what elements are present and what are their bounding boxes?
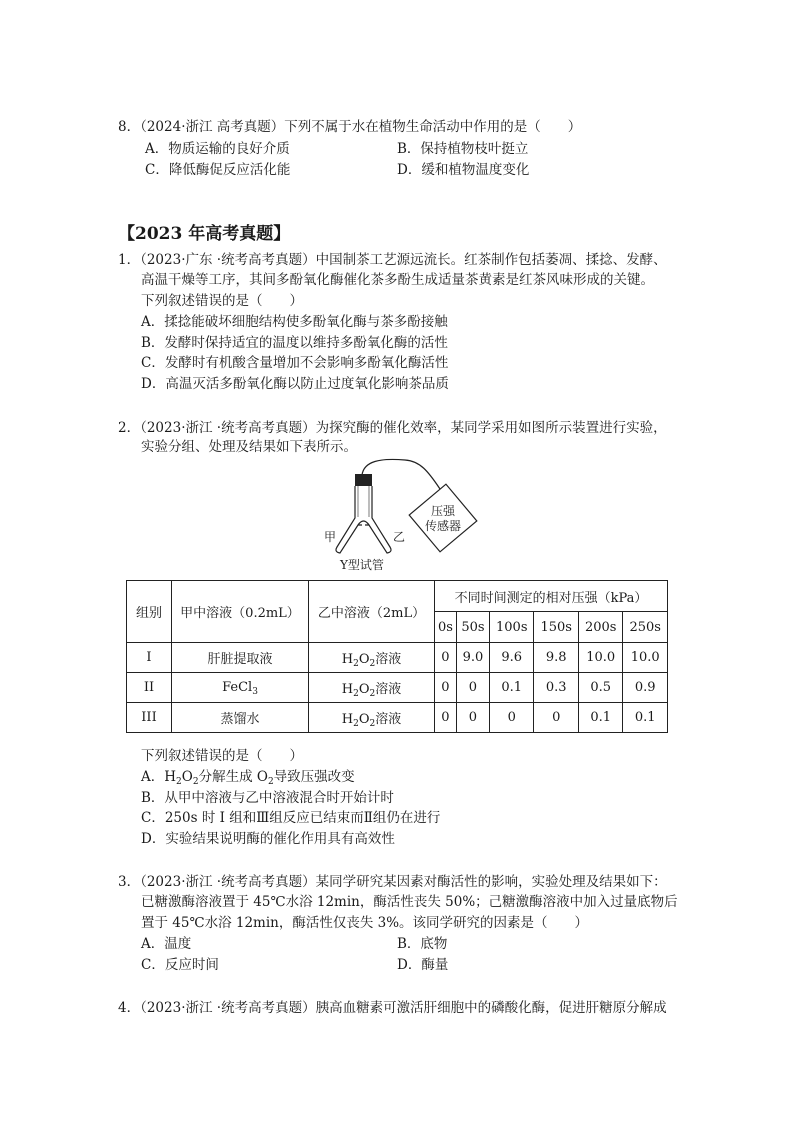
- q1-option-c: C．发酵时有机酸含量增加不会影响多酚氧化酶活性: [141, 355, 449, 371]
- header-group: 组别: [127, 581, 172, 643]
- q1-stem-line2: 高温干燥等工序，其间多酚氧化酶催化茶多酚生成适量茶黄素是红茶风味形成的关键。: [141, 272, 654, 288]
- header-time-0: 0s: [435, 612, 457, 643]
- stopper-block: [355, 474, 372, 486]
- section-title: 【2023 年高考真题】: [118, 224, 291, 244]
- q1-stem-line1: 1．（2023·广东 ·统考高考真题）中国制茶工艺源远流长。红茶制作包括萎凋、揉捻、发酵、: [118, 252, 667, 268]
- q2-option-c: C．250s 时 I 组和Ⅲ组反应已结束而Ⅱ组仍在进行: [141, 810, 441, 826]
- q8-option-c: C．降低酶促反应活化能: [145, 162, 291, 178]
- q3-option-d: D．酶量: [397, 957, 449, 973]
- sensor-tube-line: [362, 459, 440, 489]
- header-yi: 乙中溶液（2mL）: [309, 581, 435, 643]
- header-time-5: 250s: [623, 612, 668, 643]
- row-value: 0: [456, 673, 489, 703]
- results-table: [126, 580, 668, 733]
- row-group: III: [127, 703, 172, 733]
- q2-stem-line1: 2．（2023·浙江 ·统考高考真题）为探究酶的催化效率，某同学采用如图所示装置进行实验，: [118, 420, 667, 436]
- q8-option-a: A．物质运输的良好介质: [145, 141, 290, 157]
- row-value: 0: [490, 703, 534, 733]
- q2-ask: 下列叙述错误的是（ ）: [141, 748, 303, 764]
- row-value: 0.1: [623, 703, 668, 733]
- q3-option-c: C．反应时间: [141, 957, 219, 973]
- row-jia: 蒸馏水: [172, 703, 309, 733]
- header-time-2: 100s: [490, 612, 534, 643]
- y-tube-apparatus-figure: [300, 455, 500, 577]
- q2-option-d: D．实验结果说明酶的催化作用具有高效性: [141, 831, 395, 847]
- row-value: 0.1: [490, 673, 534, 703]
- table-row: [127, 643, 668, 673]
- row-group: II: [127, 673, 172, 703]
- row-value: 9.0: [456, 643, 489, 673]
- figure-caption: Y型试管: [340, 558, 384, 572]
- q8-option-b: B．保持植物枝叶挺立: [397, 141, 529, 157]
- row-group: I: [127, 643, 172, 673]
- q1-option-b: B．发酵时保持适宜的温度以维持多酚氧化酶的活性: [141, 335, 448, 351]
- header-time-4: 200s: [578, 612, 622, 643]
- q2-option-b: B．从甲中溶液与乙中溶液混合时开始计时: [141, 790, 394, 806]
- table-row: [127, 703, 668, 733]
- row-yi: $H_2O_2$溶液: [309, 703, 435, 733]
- row-value: 0.1: [578, 703, 622, 733]
- row-jia: 肝脏提取液: [172, 643, 309, 673]
- sensor-label-line2: 传感器: [424, 519, 462, 533]
- row-value: 0: [534, 703, 578, 733]
- row-value: 9.8: [534, 643, 578, 673]
- row-yi: $H_2O_2$溶液: [309, 673, 435, 703]
- q3-stem-line1: 3．（2023·浙江 ·统考高考真题）某同学研究某因素对酶活性的影响，实验处理及结果如下：: [118, 874, 667, 890]
- table-row: [127, 673, 668, 703]
- row-value: 0.5: [578, 673, 622, 703]
- row-yi: $H_2O_2$溶液: [309, 643, 435, 673]
- header-time-3: 150s: [534, 612, 578, 643]
- q1-option-a: A．揉捻能破坏细胞结构使多酚氧化酶与茶多酚接触: [141, 314, 448, 330]
- row-value: 0: [435, 703, 457, 733]
- q1-stem-line3: 下列叙述错误的是（ ）: [141, 293, 303, 309]
- row-value: 0: [435, 673, 457, 703]
- q2-option-a: A．$H_2O_2$分解生成 $O_2$导致压强改变: [141, 769, 355, 787]
- sensor-label-line1: 压强: [430, 504, 456, 518]
- row-value: 0.3: [534, 673, 578, 703]
- row-value: 10.0: [578, 643, 622, 673]
- q8-option-d: D．缓和植物温度变化: [397, 162, 530, 178]
- row-value: 9.6: [490, 643, 534, 673]
- q3-stem-line3: 置于 45℃水浴 12min，酶活性仅丧失 3%。该同学研究的因素是（ ）: [141, 915, 589, 931]
- q1-option-d: D．高温灭活多酚氧化酶以防止过度氧化影响茶品质: [141, 376, 449, 392]
- row-value: 0.9: [623, 673, 668, 703]
- header-pressure: 不同时间测定的相对压强（kPa）: [435, 581, 668, 612]
- row-value: 0: [456, 703, 489, 733]
- q4-stem-line1: 4．（2023·浙江 ·统考高考真题）胰高血糖素可激活肝细胞中的磷酸化酶，促进肝糖原分解成: [118, 1000, 667, 1016]
- header-time-1: 50s: [456, 612, 489, 643]
- q2-stem-line2: 实验分组、处理及结果如下表所示。: [141, 439, 357, 455]
- q3-stem-line2: 已糖激酶溶液置于 45℃水浴 12min，酶活性丧失 50%；己糖激酶溶液中加入过量底物后: [141, 894, 678, 910]
- q8-stem: 8．（2024·浙江 高考真题）下列不属于水在植物生命活动中作用的是（ ）: [118, 119, 582, 135]
- row-jia: FeCl$_3$: [172, 673, 309, 703]
- label-jia: 甲: [324, 530, 337, 544]
- row-value: 10.0: [623, 643, 668, 673]
- q3-option-a: A．温度: [141, 936, 192, 952]
- q3-option-b: B．底物: [397, 936, 448, 952]
- header-jia: 甲中溶液（0.2mL）: [172, 581, 309, 643]
- row-value: 0: [435, 643, 457, 673]
- label-yi: 乙: [393, 530, 406, 544]
